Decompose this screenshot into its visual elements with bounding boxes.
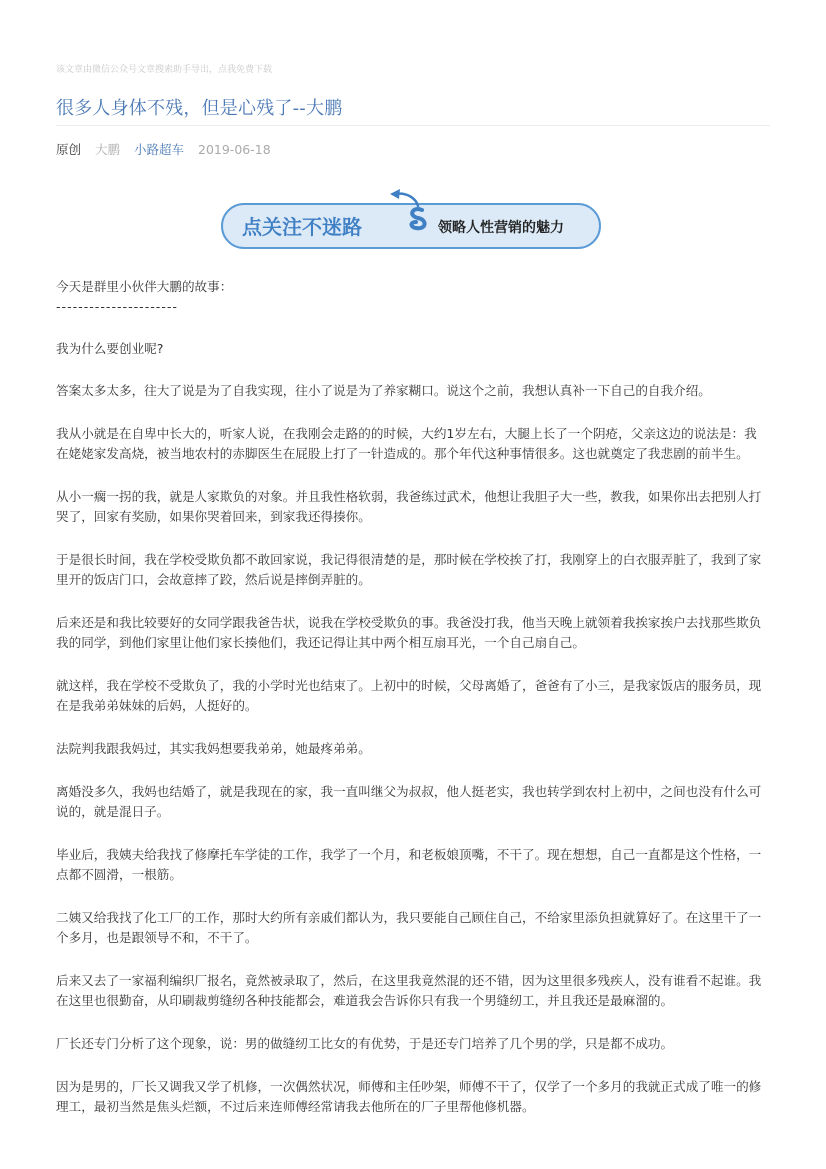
- export-notice-link[interactable]: 该文章由微信公众号文章搜索助手导出，点我免费下载: [56, 65, 273, 75]
- paragraph: 后来又去了一家福利编织厂报名，竟然被录取了，然后，在这里我竟然混的还不错，因为这里很多残疾人，没有谁看不起谁。我在这里也很勤奋，从印刷裁剪缝纫各种技能都会，难道我会告诉你只有我一个男缝纫工，并且我还是最麻溜的。: [56, 973, 762, 1008]
- paragraph: 二姨又给我找了化工厂的工作，那时大约所有亲戚们都认为，我只要能自己顾住自己，不给家里添负担就算好了。在这里干了一个多月，也是跟领导不和，不干了。: [56, 910, 762, 945]
- paragraph: 因为是男的，厂长又调我又学了机修，一次偶然状况，师傅和主任吵架，师傅不干了，仅学了一个多月的我就正式成了唯一的修理工，最初当然是焦头烂额，不过后来连师傅经常请我去他所在的厂子里帮他修机器。: [56, 1079, 762, 1114]
- article-body: [56, 277, 768, 1140]
- paragraph: 后来还是和我比较要好的女同学跟我爸告状，说我在学校受欺负的事。我爸没打我，他当天晚上就领着我挨家挨户去找那些欺负我的同学，到他们家里让他们家长揍他们，我还记得让其中两个相互扇耳光，一个自己扇自己。: [56, 615, 762, 650]
- title-divider: [56, 125, 770, 126]
- banner-left-text: 点关注不迷路: [242, 215, 362, 239]
- follow-banner: [220, 186, 604, 252]
- paragraph: 离婚没多久，我妈也结婚了，就是我现在的家，我一直叫继父为叔叔，他人挺老实，我也转学到农村上初中，之间也没有什么可说的，就是混日子。: [56, 784, 762, 819]
- question-line: 我为什么要创业呢?: [56, 341, 164, 356]
- paragraph: 毕业后，我姨夫给我找了修摩托车学徒的工作，我学了一个月，和老板娘顶嘴，不干了。现在想想，自己一直都是这个性格，一点都不圆滑，一根筋。: [56, 847, 762, 882]
- paragraph: 我从小就是在自卑中长大的，听家人说，在我刚会走路的的时候，大约1岁左右，大腿上长了一个阴疮，父亲这边的说法是：我在姥姥家发高烧，被当地农村的赤脚医生在屁股上打了一针造成的。那个年代这种事情很多。这也就奠定了我悲剧的前半生。: [56, 426, 757, 461]
- paragraph: 厂长还专门分析了这个现象，说：男的做缝纫工比女的有优势，于是还专门培养了几个男的学，只是都不成功。: [56, 1036, 674, 1051]
- article-title: 很多人身体不残，但是心残了--大鹏: [56, 98, 343, 119]
- original-label: 原创: [56, 142, 82, 157]
- paragraph: 从小一瘸一拐的我，就是人家欺负的对象。并且我性格软弱，我爸练过武术，他想让我胆子大一些，教我，如果你出去把别人打哭了，回家有奖励，如果你哭着回来，到家我还得揍你。: [56, 489, 762, 524]
- banner-right-text: 领略人性营销的魅力: [438, 220, 564, 236]
- paragraph: 于是很长时间，我在学校受欺负都不敢回家说，我记得很清楚的是，那时候在学校挨了打，我刚穿上的白衣服弄脏了，我到了家里开的饭店门口，会故意摔了跤，然后说是摔倒弄脏的。: [56, 552, 762, 587]
- account-link[interactable]: 小路超车: [134, 142, 185, 157]
- paragraph: 就这样，我在学校不受欺负了，我的小学时光也结束了。上初中的时候，父母离婚了，爸爸有了小三，是我家饭店的服务员，现在是我弟弟妹妹的后妈，人挺好的。: [56, 678, 762, 713]
- intro-line: 今天是群里小伙伴大鹏的故事：: [56, 279, 233, 294]
- publish-date: 2019-06-18: [198, 142, 271, 157]
- separator-line: ----------------------: [56, 299, 178, 314]
- paragraph: 法院判我跟我妈过，其实我妈想要我弟弟，她最疼弟弟。: [56, 741, 371, 756]
- paragraph: 答案太多太多，往大了说是为了自我实现，往小了说是为了养家糊口。说这个之前，我想认真补一下自己的自我介绍。: [56, 383, 711, 398]
- article-meta: [56, 140, 281, 158]
- author-name: 大鹏: [95, 142, 121, 157]
